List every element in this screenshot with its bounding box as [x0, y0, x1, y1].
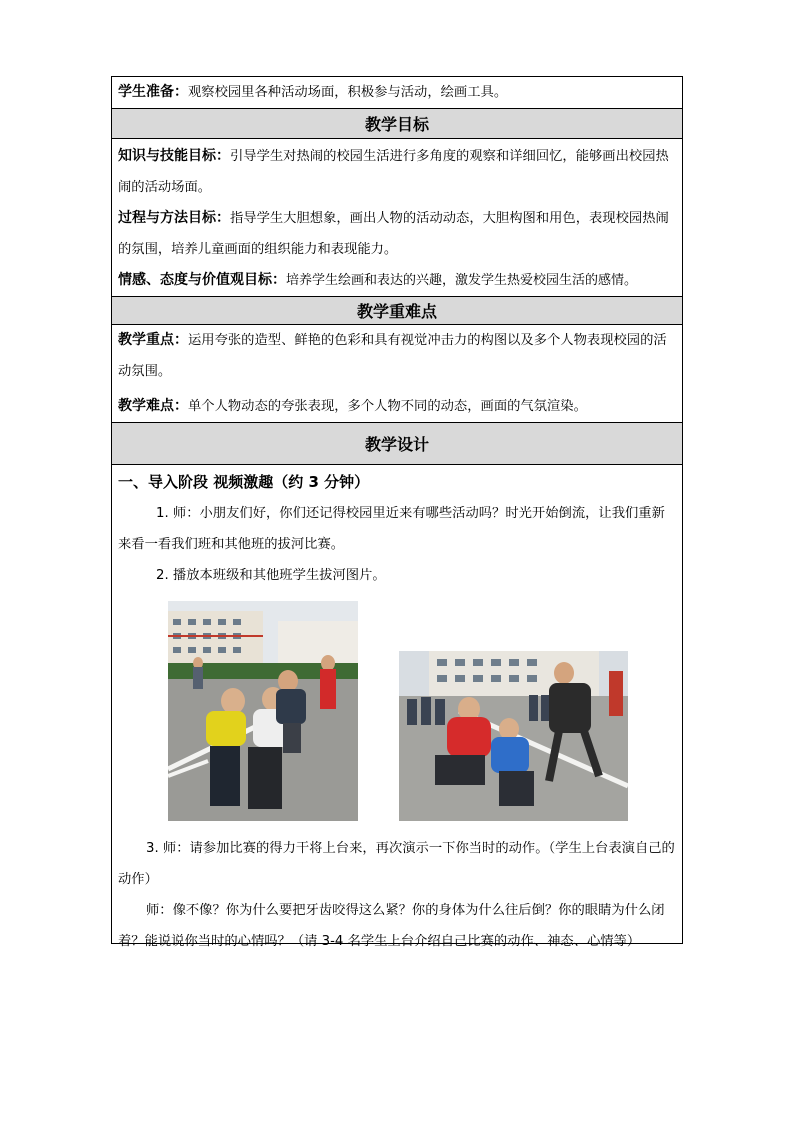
photo-area	[118, 591, 676, 833]
knowledge-goal-label: 知识与技能目标：	[118, 148, 230, 164]
focus-text: 运用夸张的造型、鲜艳的色彩和具有视觉冲击力的构图以及多个人物表现校园的活动氛围。	[118, 333, 667, 379]
lesson-plan-table	[111, 76, 683, 949]
student-prep-text: 观察校园里各种活动场面，积极参与活动，绘画工具。	[188, 85, 508, 100]
goals-content	[112, 139, 682, 297]
keypoints-content	[112, 325, 682, 423]
section1-title: 一、导入阶段 视频激趣（约 3 分钟）	[118, 473, 370, 491]
keypoints-header	[112, 297, 682, 325]
difficulty-text: 单个人物动态的夸张表现，多个人物不同的动态，画面的气氛渲染。	[188, 399, 587, 414]
knowledge-goal-text: 引导学生对热闹的校园生活进行多角度的观察和详细回忆，能够画出校园热闹的活动场面。	[118, 149, 669, 195]
step-4-text: 师：像不像？你为什么要把牙齿咬得这么紧？你的身体为什么往后倒？你的眼睛为什么闭着？能说说你当时的心情吗？（请 3-4 名学生上台介绍自己比赛的动作、神态、心情等）	[118, 903, 665, 949]
goals-header	[112, 109, 682, 139]
process-goal-text: 指导学生大胆想象，画出人物的活动动态，大胆构图和用色，表现校园热闹的氛围，培养儿童画面的组织能力和表现能力。	[118, 211, 669, 257]
process-goal-label: 过程与方法目标：	[118, 210, 230, 226]
step-3-text: 3. 师：请参加比赛的得力干将上台来，再次演示一下你当时的动作。（学生上台表演自己的动作）	[118, 841, 675, 887]
difficulty-label: 教学难点：	[118, 398, 188, 414]
emotion-goal-label: 情感、态度与价值观目标：	[118, 272, 286, 288]
step-1-text: 1. 师：小朋友们好，你们还记得校园里近来有哪些活动吗？时光开始倒流，让我们重新来看一看我们班和其他班的拔河比赛。	[118, 506, 665, 552]
step-2-text: 2. 播放本班级和其他班学生拔河图片。	[156, 568, 386, 583]
design-header	[112, 423, 682, 465]
tug-of-war-photo-2	[399, 651, 628, 821]
design-content	[112, 465, 682, 949]
design-header-title: 教学设计	[364, 435, 429, 454]
goals-header-title: 教学目标	[364, 115, 429, 134]
focus-label: 教学重点：	[118, 332, 188, 348]
student-prep-row	[112, 77, 682, 109]
emotion-goal-text: 培养学生绘画和表达的兴趣，激发学生热爱校园生活的感情。	[286, 273, 638, 288]
tug-of-war-photo-1	[168, 601, 358, 821]
student-prep-label: 学生准备：	[118, 84, 188, 100]
keypoints-header-title: 教学重难点	[356, 302, 437, 321]
